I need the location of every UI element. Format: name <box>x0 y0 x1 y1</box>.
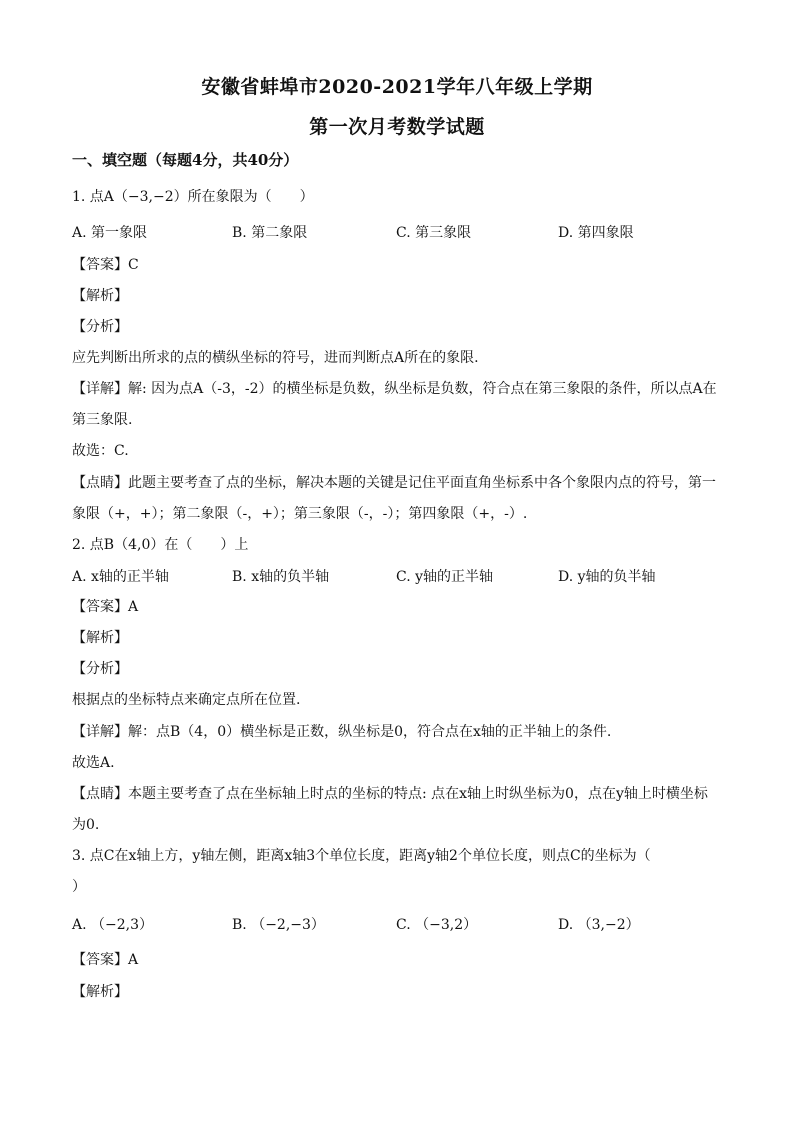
q1-option-c: C. 第三象限 <box>396 225 472 241</box>
document-title-line2: 第一次月考数学试题 <box>309 116 485 138</box>
q1-answer: 【答案】C <box>72 257 139 273</box>
q1-xiangjie-line2: 第三象限. <box>72 412 133 428</box>
q3-option-a: A. （−2,3） <box>72 917 154 933</box>
q2-jiexi-heading: 【解析】 <box>72 630 128 646</box>
question-2-options <box>72 566 732 586</box>
question-2-stem: 2. 点B（4,0）在（ ）上 <box>72 537 249 553</box>
q2-option-b: B. x轴的负半轴 <box>232 569 330 585</box>
q1-option-d: D. 第四象限 <box>558 225 634 241</box>
q3-answer: 【答案】A <box>72 952 139 968</box>
document-title-line1: 安徽省蚌埠市2020-2021学年八年级上学期 <box>201 76 593 98</box>
question-3-stem-line1: 3. 点C在x轴上方，y轴左侧，距离x轴3个单位长度，距离y轴2个单位长度，则点C的坐标为（ <box>72 848 651 864</box>
q1-jiexi-heading: 【解析】 <box>72 288 128 304</box>
question-1-options <box>72 222 732 242</box>
q1-dianjing-line1: 【点睛】此题主要考查了点的坐标，解决本题的关键是记住平面直角坐标系中各个象限内点的符号，第一 <box>72 475 716 491</box>
q3-option-d: D. （3,−2） <box>558 917 640 933</box>
q3-jiexi-heading: 【解析】 <box>72 984 128 1000</box>
section-heading: 一、填空题（每题4分，共40分） <box>72 151 299 169</box>
q1-fenxi-text: 应先判断出所求的点的横纵坐标的符号，进而判断点A所在的象限. <box>72 350 479 366</box>
question-3-options <box>72 914 732 934</box>
q2-fenxi-heading: 【分析】 <box>72 661 128 677</box>
q1-fenxi-heading: 【分析】 <box>72 319 128 335</box>
q2-dianjing-line2: 为0. <box>72 817 100 833</box>
q3-option-c: C. （−3,2） <box>396 917 478 933</box>
q1-option-a: A. 第一象限 <box>72 225 148 241</box>
question-1-stem: 1. 点A（−3,−2）所在象限为（ ） <box>72 189 314 205</box>
q2-option-c: C. y轴的正半轴 <box>396 569 494 585</box>
q2-fenxi-text: 根据点的坐标特点来确定点所在位置. <box>72 692 301 708</box>
q2-dianjing-line1: 【点睛】本题主要考查了点在坐标轴上时点的坐标的特点: 点在x轴上时纵坐标为0，点在y轴上时横坐标 <box>72 786 708 802</box>
q1-guxuan: 故选：C. <box>72 443 129 459</box>
q3-option-b: B. （−2,−3） <box>232 917 325 933</box>
q2-answer: 【答案】A <box>72 599 139 615</box>
q2-option-d: D. y轴的负半轴 <box>558 569 656 585</box>
q2-guxuan: 故选A. <box>72 755 115 771</box>
q2-xiangjie-line1: 【详解】解：点B（4，0）横坐标是正数，纵坐标是0，符合点在x轴的正半轴上的条件. <box>72 724 612 740</box>
q1-xiangjie-line1: 【详解】解: 因为点A（-3，-2）的横坐标是负数，纵坐标是负数，符合点在第三象限的条件，所以点A在 <box>72 381 717 397</box>
q1-option-b: B. 第二象限 <box>232 225 308 241</box>
q1-dianjing-line2: 象限（+，+）；第二象限（-，+）；第三象限（-，-）；第四象限（+，-）. <box>72 506 528 522</box>
q2-option-a: A. x轴的正半轴 <box>72 569 169 585</box>
question-3-stem-line2: ） <box>72 879 86 895</box>
